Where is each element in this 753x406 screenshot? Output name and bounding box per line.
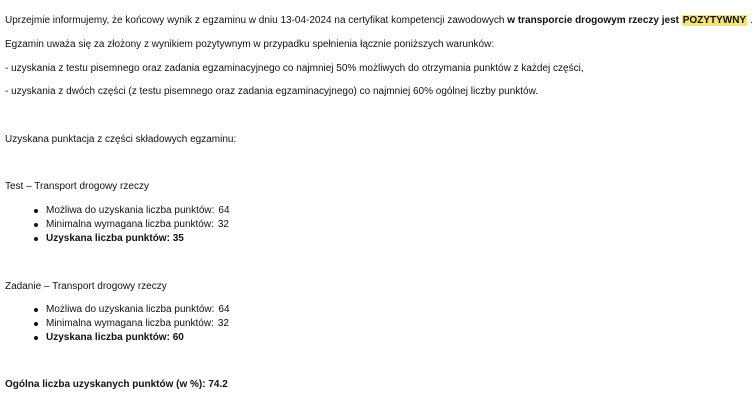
total-percentage: Ogólna liczba uzyskanych punktów (w %): 74.2 bbox=[5, 379, 228, 390]
list-item bbox=[5, 219, 230, 233]
condition-item: - uzyskania z dwóch części (z testu pisemnego oraz zadania egzaminacyjnego) co najmniej 60% ogólnej liczby punktów. bbox=[5, 86, 539, 97]
condition-item: - uzyskania z testu pisemnego oraz zadania egzaminacyjnego co najmniej 50% możliwych do otrzymania punktów z każdej części, bbox=[5, 63, 584, 74]
intro-bold-text: w transporcie drogowym rzeczy jest bbox=[507, 15, 682, 26]
section-title-test: Test – Transport drogowy rzeczy bbox=[5, 181, 149, 192]
min-points-label: Minimalna wymagana liczba punktów: bbox=[46, 318, 214, 329]
intro-text: Uprzejmie informujemy, że końcowy wynik z egzaminu w dniu 13-04-2024 na certyfikat kompetencji zawodowych bbox=[5, 15, 508, 26]
intro-paragraph bbox=[5, 15, 753, 27]
test-points-list bbox=[5, 205, 230, 247]
intro-end: . bbox=[747, 15, 753, 26]
min-points-value: 32 bbox=[217, 318, 229, 329]
max-points-label: Możliwa do uzyskania liczba punktów: bbox=[46, 304, 215, 315]
list-item bbox=[5, 332, 230, 346]
result-badge: POZYTYWNY bbox=[682, 15, 747, 26]
obtained-points: Uzyskana liczba punktów: 60 bbox=[46, 332, 184, 343]
list-item bbox=[5, 205, 230, 219]
list-item bbox=[5, 304, 230, 318]
max-points-label: Możliwa do uzyskania liczba punktów: bbox=[46, 205, 215, 216]
conditions-lead: Egzamin uważa się za złożony z wynikiem pozytywnym w przypadku spełnienia łącznie poniższych warunków: bbox=[5, 39, 495, 50]
list-item bbox=[5, 318, 230, 332]
max-points-value: 64 bbox=[218, 304, 230, 315]
min-points-value: 32 bbox=[217, 219, 229, 230]
section-title-task: Zadanie – Transport drogowy rzeczy bbox=[5, 281, 167, 292]
obtained-points: Uzyskana liczba punktów: 35 bbox=[46, 233, 184, 244]
scores-heading: Uzyskana punktacja z części składowych egzaminu: bbox=[5, 134, 237, 145]
max-points-value: 64 bbox=[218, 205, 230, 216]
min-points-label: Minimalna wymagana liczba punktów: bbox=[46, 219, 214, 230]
task-points-list bbox=[5, 304, 230, 346]
list-item bbox=[5, 233, 230, 247]
